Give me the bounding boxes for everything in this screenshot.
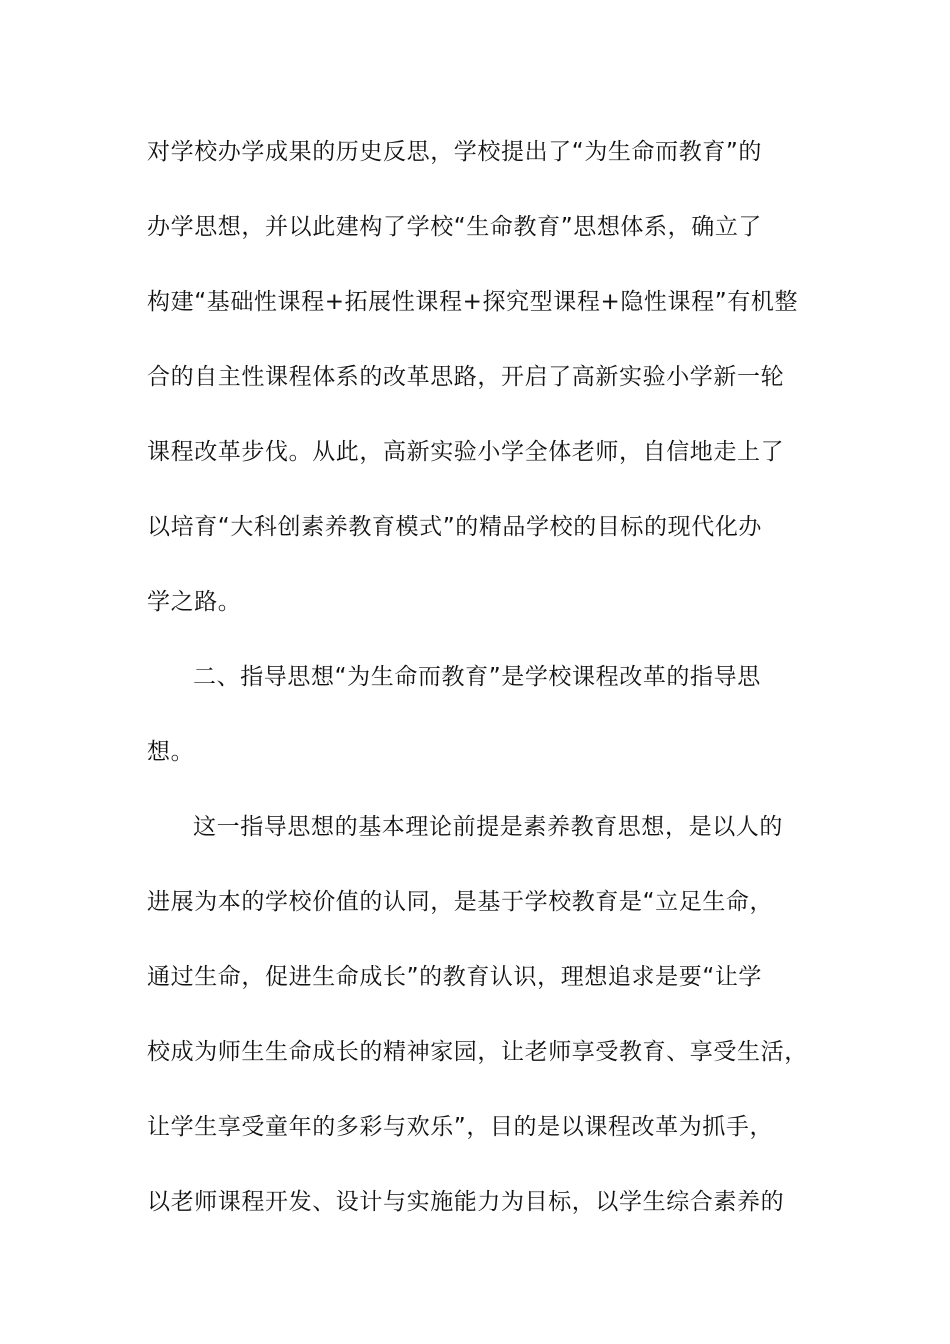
text-line: 以老师课程开发、设计与实施能力为目标，以学生综合素养的 — [147, 1189, 785, 1215]
text-line: 进展为本的学校价值的认同，是基于学校教育是“立足生命， — [147, 889, 774, 915]
text-line: 课程改革步伐。从此，高新实验小学全体老师，自信地走上了 — [147, 439, 785, 465]
text-line: 校成为师生生命成长的精神家园，让老师享受教育、享受生活， — [147, 1039, 808, 1065]
text-line: 学之路。 — [147, 589, 242, 615]
paragraph-start: 这一指导思想的基本理论前提是素养教育思想，是以人的 — [193, 814, 783, 840]
text-line: 合的自主性课程体系的改革思路，开启了高新实验小学新一轮 — [147, 364, 785, 390]
section-heading: 二、指导思想“为生命而教育”是学校课程改革的指导思 — [193, 664, 761, 690]
text-line: 让学生享受童年的多彩与欢乐”，目的是以课程改革为抓手， — [147, 1114, 774, 1140]
text-line: 构建“基础性课程+拓展性课程+探究型课程+隐性课程”有机整 — [147, 289, 799, 315]
text-line: 对学校办学成果的历史反思，学校提出了“为生命而教育”的 — [147, 139, 763, 165]
text-line: 想。 — [147, 739, 195, 765]
text-line: 以培育“大科创素养教育模式”的精品学校的目标的现代化办 — [147, 514, 763, 540]
text-line: 办学思想，并以此建构了学校“生命教育”思想体系，确立了 — [147, 214, 763, 240]
text-line: 通过生命，促进生命成长”的教育认识，理想追求是要“让学 — [147, 964, 763, 990]
